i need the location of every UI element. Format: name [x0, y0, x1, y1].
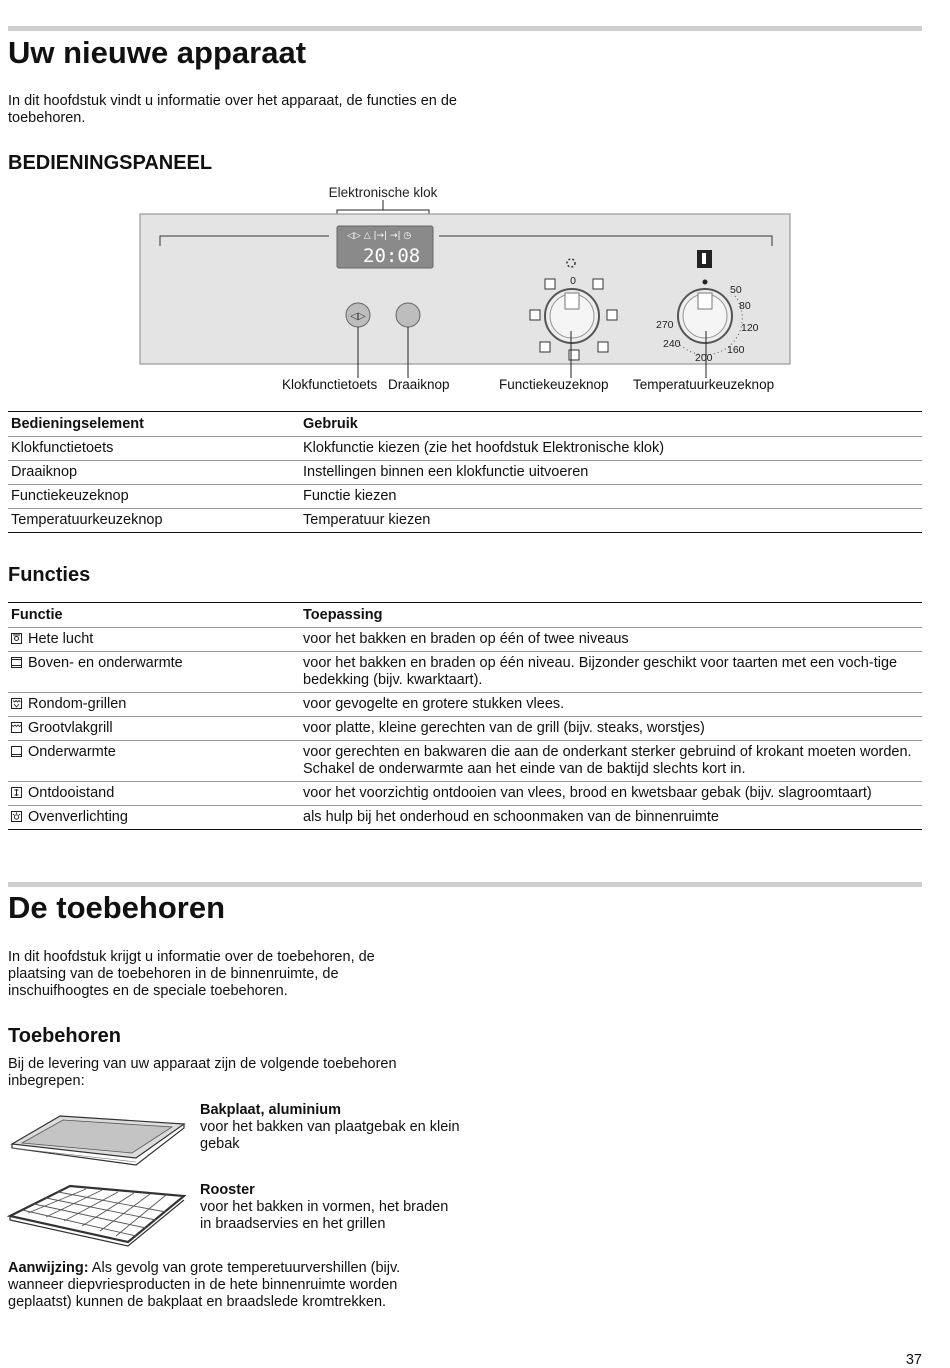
note — [8, 1260, 438, 1311]
baking-tray-illustration — [8, 1110, 188, 1175]
function-name: Ovenverlichting — [28, 809, 128, 825]
table-row — [8, 806, 922, 830]
temp-mark: 160 — [727, 344, 745, 356]
table-header: Toepassing — [300, 603, 922, 628]
function-name: Rondom-grillen — [28, 696, 127, 712]
accessory-text: voor het bakken van plaatgebak en klein gebak — [200, 1119, 460, 1152]
table-header: Gebruik — [300, 412, 922, 437]
defrost-icon — [11, 787, 22, 798]
callout-rotary-knob: Draaiknop — [388, 377, 450, 392]
table-header: Functie — [8, 603, 300, 628]
table-cell — [8, 717, 300, 741]
temp-mark: 270 — [656, 319, 674, 331]
table-row — [8, 741, 922, 782]
table-cell: Draaiknop — [8, 461, 300, 485]
function-name: Grootvlakgrill — [28, 720, 113, 736]
table-cell: Temperatuur kiezen — [300, 509, 922, 533]
temp-mark: 80 — [739, 300, 751, 312]
section-intro-toebehoren: In dit hoofdstuk krijgt u informatie over de toebehoren, de plaatsing van de toebehoren in de binnenruimte, de inschuifhoogtes en de speciale toebehoren. — [8, 949, 375, 999]
temp-mark: 240 — [663, 338, 681, 350]
top-bottom-heat-icon — [11, 657, 22, 668]
large-grill-icon — [11, 722, 22, 733]
note-text: Als gevolg van grote temperetuurvershillen (bijv. wanneer diepvriesproducten in de hete binnenruimte worden geplaatst) kunnen de bakplaat en braadslede kromtrekken. — [8, 1260, 401, 1310]
function-use: voor het voorzichtig ontdooien van vlees, brood en kwetsbaar gebak (bijv. slagroomtaart) — [300, 782, 922, 806]
table-header: Bedieningselement — [8, 412, 300, 437]
table-cell — [8, 806, 300, 830]
function-name: Ontdooistand — [28, 785, 115, 801]
callout-temperature-selector: Temperatuurkeuzeknop — [633, 377, 775, 392]
section-title-toebehoren: De toebehoren — [8, 890, 226, 925]
table-cell: Functiekeuzeknop — [8, 485, 300, 509]
rotary-knob — [396, 303, 420, 327]
accessories-intro: Bij de levering van uw apparaat zijn de volgende toebehoren inbegrepen: — [8, 1056, 397, 1089]
control-panel-diagram — [0, 180, 950, 405]
oven-rack-illustration — [6, 1182, 186, 1252]
accessory-text: voor het bakken in vormen, het braden in braadservies en het grillen — [200, 1199, 449, 1232]
accessory-title: Rooster — [200, 1182, 255, 1198]
table-cell: Instellingen binnen een klokfunctie uitvoeren — [300, 461, 922, 485]
table-cell: Temperatuurkeuzeknop — [8, 509, 300, 533]
function-name: Onderwarmte — [28, 744, 116, 760]
svg-text:◁▷ △ |→| →| ◷: ◁▷ △ |→| →| ◷ — [347, 231, 412, 241]
functions-table — [8, 602, 922, 830]
function-use: als hulp bij het onderhoud en schoonmaken van de binnenruimte — [300, 806, 922, 830]
page-number: 37 — [905, 1352, 922, 1368]
callout-clock-function-button: Klokfunctietoets — [282, 377, 378, 392]
accessory-title: Bakplaat, aluminium — [200, 1102, 342, 1118]
function-dial-zero: 0 — [570, 275, 576, 287]
table-row — [8, 652, 922, 693]
clock-label: Elektronische klok — [328, 185, 438, 200]
function-use: voor gevogelte en grotere stukken vlees. — [300, 693, 922, 717]
section-rule — [8, 882, 922, 887]
note-label: Aanwijzing: — [8, 1260, 89, 1276]
table-cell: Klokfunctietoets — [8, 437, 300, 461]
functions-heading: Functies — [8, 564, 91, 586]
table-row — [8, 782, 922, 806]
section-intro-apparaat: In dit hoofdstuk vindt u informatie over het apparaat, de functies en de toebehoren. — [8, 93, 457, 126]
table-row — [8, 461, 922, 485]
function-use: voor gerechten en bakwaren die aan de onderkant sterker gebruind of krokant moeten worden. Schakel de onderwarmte aan het einde van de baktijd slechts kort in. — [300, 741, 922, 782]
temp-mark: 200 — [695, 352, 713, 364]
panel-heading: BEDIENINGSPANEEL — [8, 152, 213, 174]
table-row — [8, 628, 922, 652]
controls-table — [8, 411, 922, 533]
function-use: voor het bakken en braden op één niveau. Bijzonder geschikt voor taarten met een voch-tige bedekking (bijv. kwarktaart). — [300, 652, 922, 693]
section-rule — [8, 26, 922, 31]
bottom-heat-icon — [11, 746, 22, 757]
table-cell — [8, 782, 300, 806]
table-cell — [8, 628, 300, 652]
section-title-apparaat: Uw nieuwe apparaat — [8, 35, 307, 70]
table-cell: Functie kiezen — [300, 485, 922, 509]
function-name: Hete lucht — [28, 631, 94, 647]
svg-text:◁▷: ◁▷ — [350, 311, 366, 322]
callout-function-selector: Functiekeuzeknop — [499, 377, 609, 392]
temp-mark: 120 — [741, 322, 759, 334]
table-row — [8, 717, 922, 741]
oven-light-icon — [11, 811, 22, 822]
temp-mark: 50 — [730, 284, 742, 296]
table-row — [8, 437, 922, 461]
table-cell — [8, 652, 300, 693]
table-row — [8, 509, 922, 533]
table-cell — [8, 741, 300, 782]
table-cell — [8, 693, 300, 717]
table-row — [8, 693, 922, 717]
table-row — [8, 485, 922, 509]
table-cell: Klokfunctie kiezen (zie het hoofdstuk Elektronische klok) — [300, 437, 922, 461]
function-use: voor het bakken en braden op één of twee niveaus — [300, 628, 922, 652]
function-use: voor platte, kleine gerechten van de grill (bijv. steaks, worstjes) — [300, 717, 922, 741]
clock-display-time: 20:08 — [363, 245, 421, 267]
hot-air-icon — [11, 633, 22, 644]
function-name: Boven- en onderwarmte — [28, 655, 183, 671]
rotisserie-grill-icon — [11, 698, 22, 709]
accessories-heading: Toebehoren — [8, 1025, 121, 1047]
